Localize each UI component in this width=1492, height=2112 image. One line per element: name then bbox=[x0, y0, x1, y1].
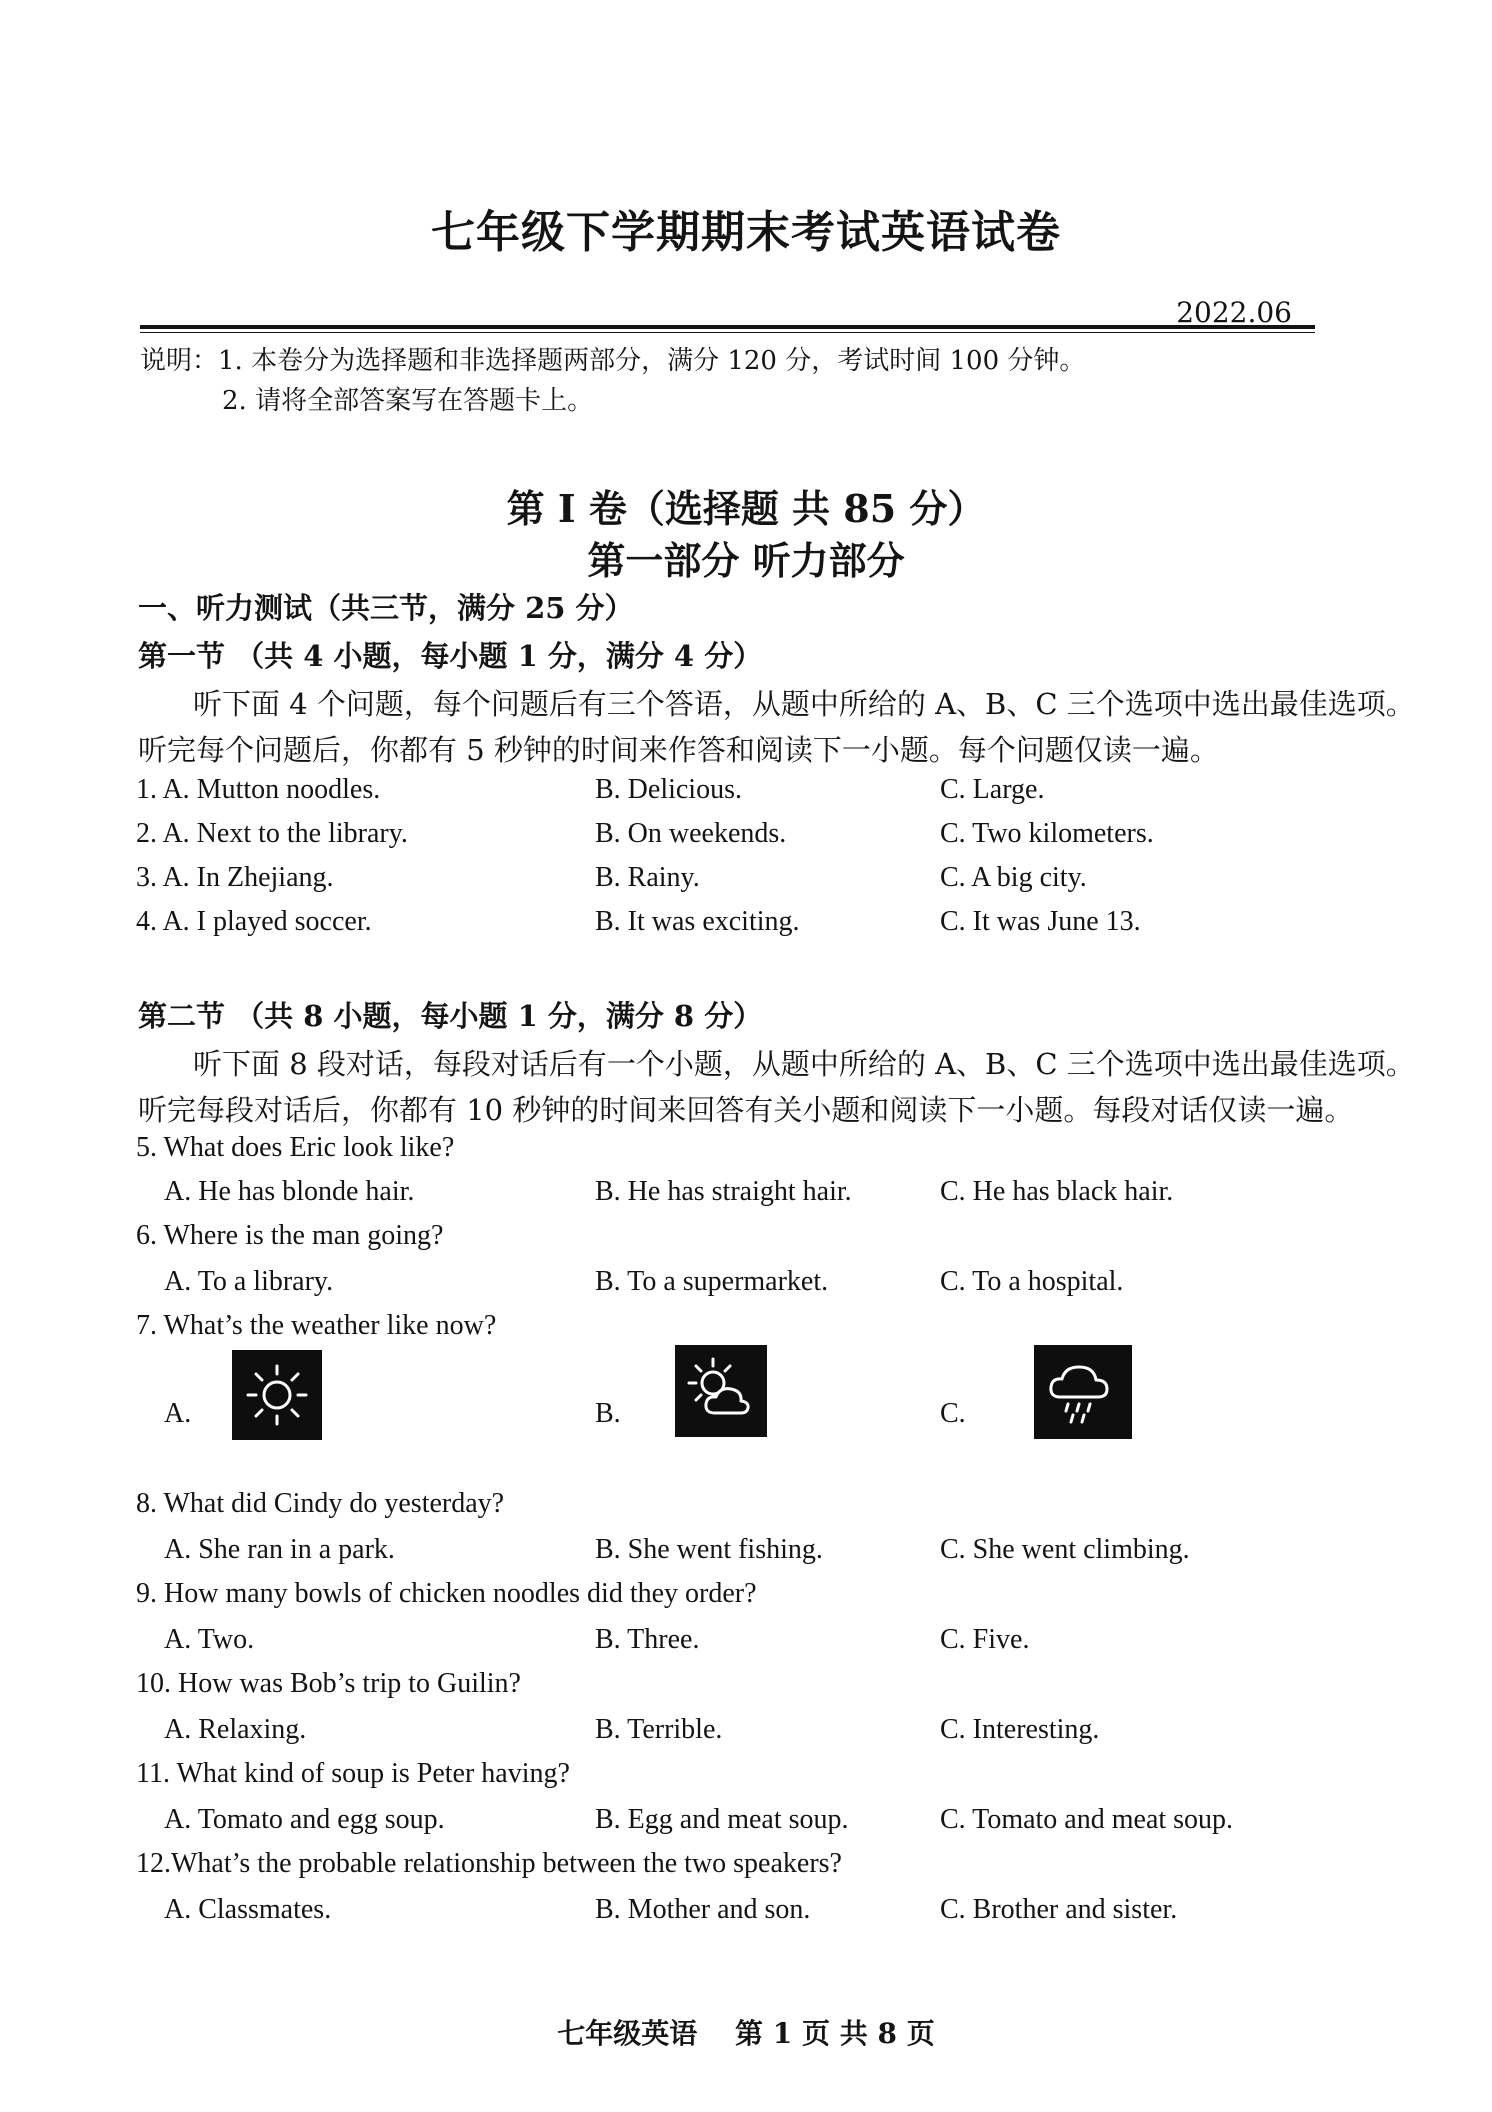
q4-option-a: 4. A. I played soccer. bbox=[136, 906, 372, 937]
page-footer bbox=[0, 2012, 1492, 2052]
q10-option-b: B. Terrible. bbox=[595, 1714, 723, 1745]
q11-option-b: B. Egg and meat soup. bbox=[595, 1804, 849, 1835]
volume-title: 第 I 卷（选择题 共 85 分） bbox=[506, 486, 986, 531]
part-title: 第一部分 听力部分 bbox=[587, 538, 905, 583]
q12-option-a: A. Classmates. bbox=[164, 1894, 332, 1925]
q10-option-a: A. Relaxing. bbox=[164, 1714, 307, 1745]
q8-stem: 8. What did Cindy do yesterday? bbox=[136, 1488, 505, 1519]
q2-option-c: C. Two kilometers. bbox=[940, 818, 1154, 849]
q9-option-a: A. Two. bbox=[164, 1624, 255, 1655]
section2-instruction-1: 听下面 8 段对话，每段对话后有一个小题，从题中所给的 A、B、C 三个选项中选出最佳选项。 bbox=[193, 1047, 1415, 1081]
q12-stem: 12.What’s the probable relationship between the two speakers? bbox=[136, 1848, 842, 1879]
q9-option-c: C. Five. bbox=[940, 1624, 1030, 1655]
q4-option-c: C. It was June 13. bbox=[940, 906, 1141, 937]
q7-option-a-label: A. bbox=[164, 1398, 192, 1429]
footer-page-number: 第 1 页 共 8 页 bbox=[735, 2017, 935, 2050]
q5-option-c: C. He has black hair. bbox=[940, 1176, 1174, 1207]
rain-cloud-icon bbox=[1034, 1345, 1132, 1439]
q6-option-b: B. To a supermarket. bbox=[595, 1266, 829, 1297]
q3-option-a: 3. A. In Zhejiang. bbox=[136, 862, 334, 893]
q7-option-b-label: B. bbox=[595, 1398, 621, 1429]
q12-option-c: C. Brother and sister. bbox=[940, 1894, 1178, 1925]
q1-option-c: C. Large. bbox=[940, 774, 1045, 805]
q4-option-b: B. It was exciting. bbox=[595, 906, 800, 937]
q11-stem: 11. What kind of soup is Peter having? bbox=[136, 1758, 570, 1789]
q7-stem: 7. What’s the weather like now? bbox=[136, 1310, 497, 1341]
section2-title: 第二节 （共 8 小题，每小题 1 分，满分 8 分） bbox=[138, 999, 763, 1033]
partly-cloudy-icon bbox=[675, 1345, 767, 1437]
q2-option-a: 2. A. Next to the library. bbox=[136, 818, 408, 849]
q6-option-c: C. To a hospital. bbox=[940, 1266, 1124, 1297]
footer-subject: 七年级英语 bbox=[557, 2017, 698, 2050]
q8-option-a: A. She ran in a park. bbox=[164, 1534, 395, 1565]
section1-instruction-1: 听下面 4 个问题，每个问题后有三个答语，从题中所给的 A、B、C 三个选项中选出最佳选项。 bbox=[193, 687, 1415, 721]
sunny-icon bbox=[232, 1350, 322, 1440]
note-line-1: 说明：1. 本卷分为选择题和非选择题两部分，满分 120 分，考试时间 100 分钟。 bbox=[140, 346, 1086, 376]
section2-instruction-2: 听完每段对话后，你都有 10 秒钟的时间来回答有关小题和阅读下一小题。每段对话仅读一遍。 bbox=[138, 1093, 1354, 1127]
q3-option-c: C. A big city. bbox=[940, 862, 1087, 893]
q8-option-b: B. She went fishing. bbox=[595, 1534, 823, 1565]
q5-option-b: B. He has straight hair. bbox=[595, 1176, 852, 1207]
section1-instruction-2: 听完每个问题后，你都有 5 秒钟的时间来作答和阅读下一小题。每个问题仅读一遍。 bbox=[138, 733, 1219, 767]
header-divider bbox=[140, 325, 1315, 333]
q8-option-c: C. She went climbing. bbox=[940, 1534, 1190, 1565]
q10-option-c: C. Interesting. bbox=[940, 1714, 1100, 1745]
q6-stem: 6. Where is the man going? bbox=[136, 1220, 444, 1251]
exam-date: 2022.06 bbox=[1176, 296, 1292, 329]
q9-option-b: B. Three. bbox=[595, 1624, 700, 1655]
q3-option-b: B. Rainy. bbox=[595, 862, 700, 893]
q11-option-a: A. Tomato and egg soup. bbox=[164, 1804, 445, 1835]
page-title: 七年级下学期期末考试英语试卷 bbox=[431, 207, 1061, 258]
q9-stem: 9. How many bowls of chicken noodles did they order? bbox=[136, 1578, 757, 1609]
q5-option-a: A. He has blonde hair. bbox=[164, 1176, 415, 1207]
listening-heading: 一、听力测试（共三节，满分 25 分） bbox=[138, 591, 634, 625]
note-line-2: 2. 请将全部答案写在答题卡上。 bbox=[222, 386, 594, 416]
q7-option-c-label: C. bbox=[940, 1398, 966, 1429]
section1-title: 第一节 （共 4 小题，每小题 1 分，满分 4 分） bbox=[138, 639, 763, 673]
q10-stem: 10. How was Bob’s trip to Guilin? bbox=[136, 1668, 521, 1699]
q12-option-b: B. Mother and son. bbox=[595, 1894, 811, 1925]
q1-option-b: B. Delicious. bbox=[595, 774, 742, 805]
q1-option-a: 1. A. Mutton noodles. bbox=[136, 774, 381, 805]
q11-option-c: C. Tomato and meat soup. bbox=[940, 1804, 1234, 1835]
q6-option-a: A. To a library. bbox=[164, 1266, 334, 1297]
q2-option-b: B. On weekends. bbox=[595, 818, 787, 849]
q5-stem: 5. What does Eric look like? bbox=[136, 1132, 455, 1163]
